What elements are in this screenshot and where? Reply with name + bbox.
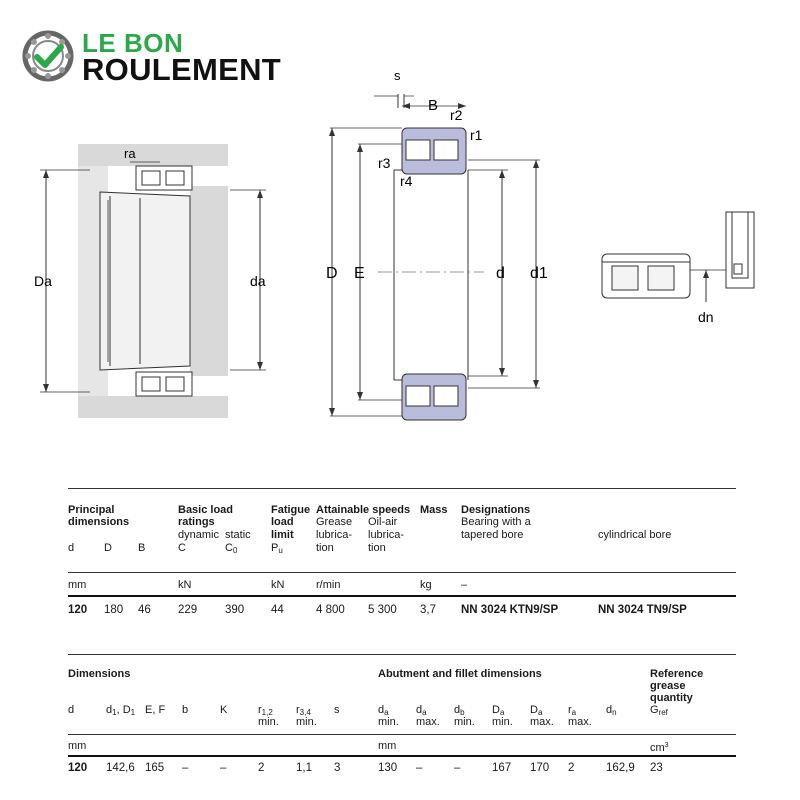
table2-top-rule	[68, 654, 736, 655]
row-D: 180	[104, 604, 124, 616]
hdr2-dn: $d_n$	[606, 704, 617, 717]
hdr-principal-1: Principal	[68, 504, 115, 516]
label-E: E	[354, 265, 365, 282]
hdr-basic-load-2: ratings	[178, 516, 215, 528]
hdr-reference-2: grease	[650, 680, 686, 692]
row-mass: 3,7	[420, 604, 436, 616]
unit2-mm: mm	[68, 740, 87, 752]
hdr-reference-3: quantity	[650, 692, 693, 704]
hdr-principal-2: dimensions	[68, 516, 130, 528]
row2-Da-min: 167	[492, 762, 512, 774]
hdr2-db-min: $d_b$	[454, 704, 465, 717]
row2-r12: 2	[258, 762, 265, 774]
row2-Da-max: 170	[530, 762, 550, 774]
hdr2-r12-min: min.	[258, 716, 279, 728]
label-d: d	[496, 265, 505, 282]
row2-d1: 142,6	[106, 762, 135, 774]
row-C: 229	[178, 604, 198, 616]
label-d1: d1	[530, 265, 548, 282]
hdr-sym-D: D	[104, 542, 112, 554]
hdr2-d: d	[68, 704, 75, 716]
label-dn: dn	[698, 309, 714, 325]
row2-b: –	[182, 762, 189, 774]
row2-da-max: –	[416, 762, 423, 774]
hdr-sym-d: d	[68, 542, 75, 554]
hdr-sym-C0: $C_0$	[225, 542, 238, 555]
hdr-grease-3: tion	[316, 542, 334, 554]
dimensions-table	[68, 654, 736, 778]
row-B: 46	[138, 604, 151, 616]
hdr-sym-B: B	[138, 542, 146, 554]
hdr-fatigue-3: limit	[271, 529, 294, 541]
row-designation-cylindrical: NN 3024 TN9/SP	[598, 604, 687, 616]
hdr-basic-load-1: Basic load	[178, 504, 234, 516]
hdr-static: static	[225, 529, 251, 541]
hdr-abutment: Abutment and fillet dimensions	[378, 668, 542, 680]
row2-r34: 1,1	[296, 762, 312, 774]
lubrication-detail-drawing	[596, 206, 766, 346]
hdr-dimensions: Dimensions	[68, 668, 131, 680]
hdr-speeds: Attainable speeds	[316, 504, 411, 516]
row2-s: 3	[334, 762, 341, 774]
unit-rmin: r/min	[316, 579, 341, 591]
hdr-sym-C: C	[178, 542, 186, 554]
hdr2-db-min-label: min.	[454, 716, 475, 728]
hdr2-da-max: $d_a$	[416, 704, 427, 717]
hdr2-Da-min-label: min.	[492, 716, 513, 728]
table2-header-rule	[68, 734, 736, 735]
hdr2-ra-max: $r_a$	[568, 704, 577, 717]
row-grease-speed: 4 800	[316, 604, 345, 616]
label-r3: r3	[378, 155, 391, 171]
label-r1: r1	[470, 127, 483, 143]
label-s: s	[394, 68, 401, 83]
label-r2: r2	[450, 107, 463, 123]
hdr-sym-Pu: $P_u$	[271, 542, 283, 555]
unit2-mm-2: mm	[378, 740, 397, 752]
row2-EF: 165	[145, 762, 165, 774]
row2-da-min: 130	[378, 762, 398, 774]
mounting-drawing	[30, 140, 280, 430]
row2-d: 120	[68, 762, 88, 774]
label-da: da	[250, 273, 266, 289]
hdr-cylindrical: cylindrical bore	[598, 529, 672, 541]
table1-header-rule	[68, 572, 736, 573]
hdr-oil-2: lubrica-	[368, 529, 405, 541]
table1-unit-rule	[68, 595, 736, 597]
row2-Gref: 23	[650, 762, 663, 774]
hdr-oil-3: tion	[368, 542, 386, 554]
row-C0: 390	[225, 604, 245, 616]
row2-dn: 162,9	[606, 762, 635, 774]
hdr-oil-1: Oil-air	[368, 516, 398, 528]
row2-ra-max: 2	[568, 762, 575, 774]
hdr-designations: Designations	[461, 504, 531, 516]
unit-kg: kg	[420, 579, 432, 591]
bearing-section-drawing	[318, 64, 568, 424]
label-r4: r4	[400, 173, 413, 189]
bearing-data-table	[68, 488, 736, 618]
hdr2-b: b	[182, 704, 189, 716]
unit-dash: –	[461, 579, 468, 591]
table1-top-rule	[68, 488, 736, 489]
row2-K: –	[220, 762, 227, 774]
hdr2-da-min: $d_a$	[378, 704, 389, 717]
hdr2-r12: $r_{1,2}$	[258, 704, 273, 717]
label-Da: Da	[34, 273, 52, 289]
unit-kN: kN	[178, 579, 192, 591]
hdr2-Gref: $G_{ref}$	[650, 704, 668, 717]
hdr2-Da-max: $D_a$	[530, 704, 543, 717]
hdr2-ra-max-label: max.	[568, 716, 592, 728]
logo-text-top: LE BON	[82, 28, 184, 58]
hdr2-r34: $r_{3,4}$	[296, 704, 311, 717]
hdr-reference-1: Reference	[650, 668, 704, 680]
hdr2-K: K	[220, 704, 228, 716]
hdr2-da-max-label: max.	[416, 716, 440, 728]
hdr2-Da-min: $D_a$	[492, 704, 505, 717]
hdr-fatigue-2: load	[271, 516, 294, 528]
label-B: B	[428, 97, 439, 114]
hdr2-s: s	[334, 704, 340, 716]
hdr2-EF: E, F	[145, 704, 166, 716]
hdr2-da-min-label: min.	[378, 716, 399, 728]
hdr-mass: Mass	[420, 504, 448, 516]
row-d: 120	[68, 604, 88, 616]
hdr2-r34-min: min.	[296, 716, 317, 728]
label-D: D	[326, 265, 338, 282]
row-oil-speed: 5 300	[368, 604, 397, 616]
hdr-grease-2: lubrica-	[316, 529, 353, 541]
row2-db-min: –	[454, 762, 461, 774]
hdr-grease-1: Grease	[316, 516, 353, 528]
unit2-cm3: $cm^3$	[650, 742, 669, 754]
hdr2-Da-max-label: max.	[530, 716, 554, 728]
row-Pu: 44	[271, 604, 284, 616]
hdr-tapered-2: tapered bore	[461, 529, 524, 541]
bearing-check-icon	[22, 30, 74, 82]
hdr-tapered-1: Bearing with a	[461, 516, 531, 528]
table2-unit-rule	[68, 755, 736, 757]
hdr2-d1-D1: $d_1$, $D_1$	[106, 704, 136, 717]
unit-kN-2: kN	[271, 579, 285, 591]
logo-text-bottom: ROULEMENT	[82, 52, 282, 87]
hdr-fatigue-1: Fatigue	[271, 504, 311, 516]
brand-logo	[22, 28, 302, 86]
hdr-dynamic: dynamic	[178, 529, 219, 541]
label-ra: ra	[124, 146, 136, 161]
row-designation-tapered: NN 3024 KTN9/SP	[461, 604, 559, 616]
unit-mm: mm	[68, 579, 87, 591]
